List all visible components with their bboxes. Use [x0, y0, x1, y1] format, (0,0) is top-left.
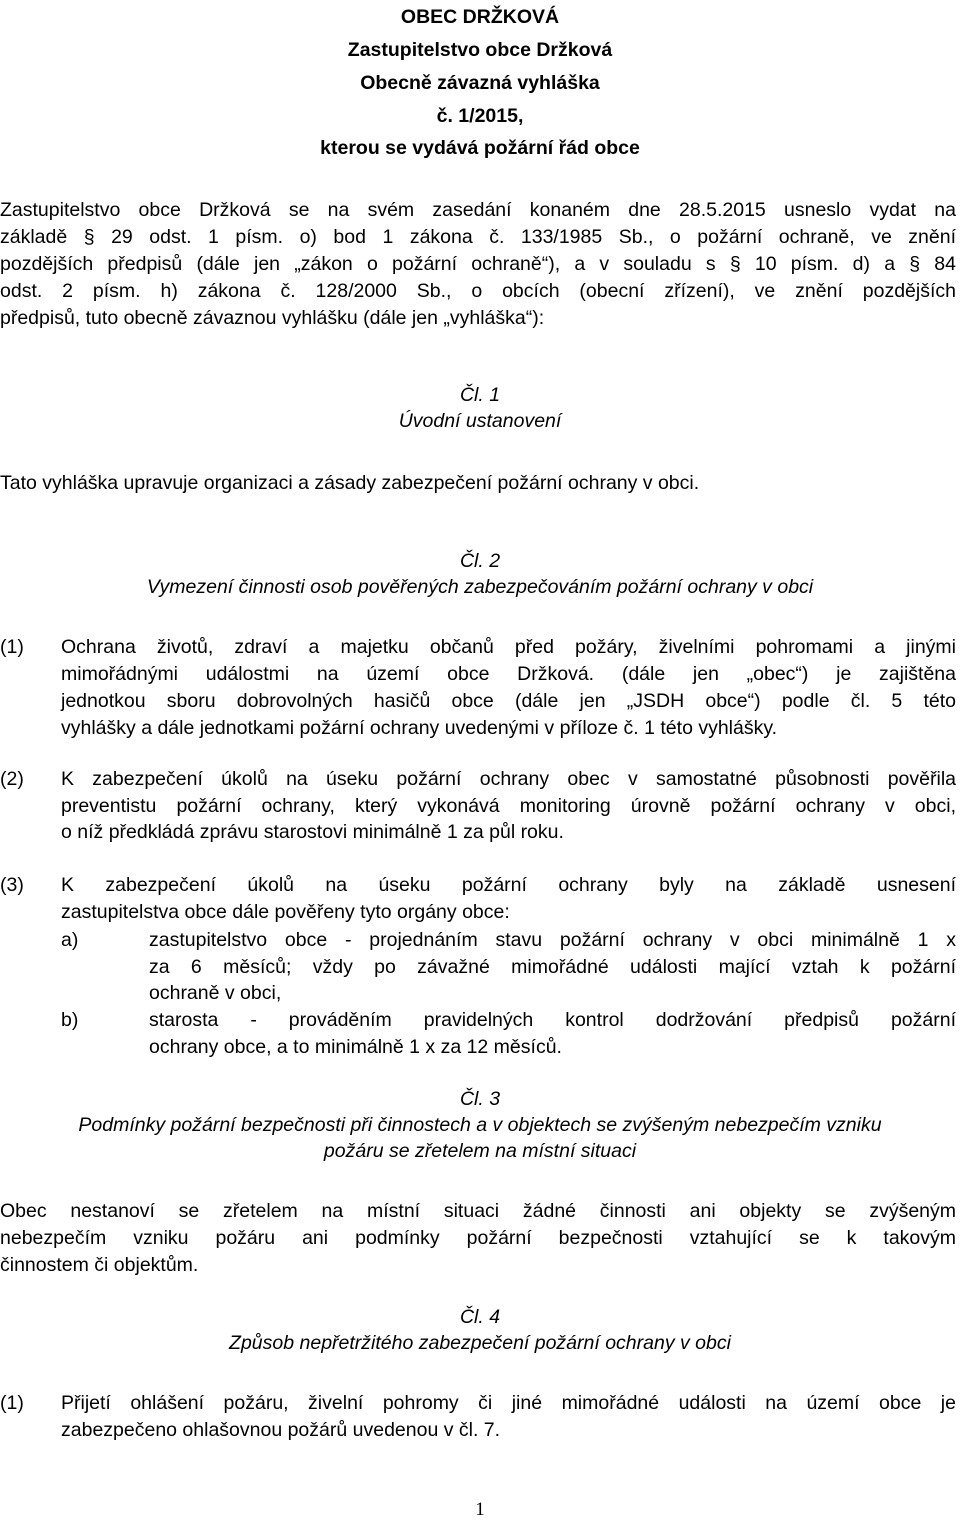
page-number: 1 [475, 1499, 485, 1520]
item-b-line: starosta - prováděním pravidelných kontrol dodržování předpisů požární [149, 1009, 956, 1031]
item-a-line: ochraně v obci, [149, 982, 282, 1004]
paragraph-label: (1) [0, 636, 24, 658]
article-3-number: Čl. 3 [459, 1088, 501, 1110]
article-1-text: Tato vyhláška upravuje organizaci a zásady zabezpečení požární ochrany v obci. [0, 472, 700, 494]
preamble-line: pozdějších předpisů (dále jen „zákon o požární ochraně“), a v souladu s § 10 písm. d) a § 84 [0, 253, 956, 275]
article-2-p2-line: o níž předkládá zprávu starostovi minimálně 1 za půl roku. [61, 821, 564, 843]
article-2-p1-line: jednotkou sboru dobrovolných hasičů obce (dále jen „JSDH obce“) podle čl. 5 této [61, 690, 956, 712]
preamble-line: předpisů, tuto obecně závaznou vyhlášku (dále jen „vyhláška“): [0, 307, 545, 329]
municipality-name: OBEC DRŽKOVÁ [400, 6, 560, 28]
preamble-line: odst. 2 písm. h) zákona č. 128/2000 Sb., o obcích (obecní zřízení), ve znění pozdějších [0, 280, 956, 302]
article-1-title: Úvodní ustanovení [398, 410, 562, 432]
article-3-line: činnostem či objektům. [0, 1254, 199, 1276]
article-2-p1-line: mimořádnými událostmi na území obce Držková. (dále jen „obec“) je zajištěna [61, 663, 956, 685]
paragraph-label: (3) [0, 874, 24, 896]
article-4-p1-line: Přijetí ohlášení požáru, živelní pohromy či jiné mimořádné události na území obce je [61, 1392, 956, 1414]
article-1-number: Čl. 1 [459, 384, 501, 406]
article-2-p1-line: Ochrana životů, zdraví a majetku občanů před požáry, živelními pohromami a jinými [61, 636, 956, 658]
article-2-p2-line: K zabezpečení úkolů na úseku požární ochrany obec v samostatné působnosti pověřila [61, 768, 956, 790]
document-subject: kterou se vydává požární řád obce [320, 137, 640, 159]
article-4-number: Čl. 4 [459, 1306, 501, 1328]
article-2-p1-line: vyhlášky a dále jednotkami požární ochrany uvedenými v příloze č. 1 této vyhlášky. [61, 717, 778, 739]
item-b-line: ochrany obce, a to minimálně 1 x za 12 měsíců. [149, 1036, 562, 1058]
document-type: Obecně závazná vyhláška [360, 72, 600, 94]
item-a-line: zastupitelstvo obce - projednáním stavu požární ochrany v obci minimálně 1 x [149, 929, 956, 951]
article-2-p2-line: preventistu požární ochrany, který vykonává monitoring úrovně požární ochrany v obci, [61, 795, 956, 817]
article-2-number: Čl. 2 [459, 550, 501, 572]
article-3-line: nebezpečím vzniku požáru ani podmínky požární bezpečnosti vztahující se k takovým [0, 1227, 956, 1249]
paragraph-label: (1) [0, 1392, 24, 1414]
council-name: Zastupitelstvo obce Držková [347, 39, 613, 61]
preamble-line: základě § 29 odst. 1 písm. o) bod 1 zákona č. 133/1985 Sb., o požární ochraně, ve znění [0, 226, 956, 248]
document-number: č. 1/2015, [436, 105, 524, 127]
article-2-title: Vymezení činnosti osob pověřených zabezpečováním požární ochrany v obci [146, 576, 814, 598]
article-4-title: Způsob nepřetržitého zabezpečení požární ochrany v obci [229, 1332, 731, 1354]
article-3-title-line: Podmínky požární bezpečnosti při činnostech a v objektech se zvýšeným nebezpečím vzniku [78, 1114, 882, 1136]
article-3-line: Obec nestanoví se zřetelem na místní situaci žádné činnosti ani objekty se zvýšeným [0, 1200, 956, 1222]
preamble-line: Zastupitelstvo obce Držková se na svém zasedání konaném dne 28.5.2015 usneslo vydat na [0, 199, 956, 221]
item-label: b) [61, 1009, 79, 1031]
article-3-title-line: požáru se zřetelem na místní situaci [323, 1140, 637, 1162]
paragraph-label: (2) [0, 768, 24, 790]
article-2-p3-line: zastupitelstva obce dále pověřeny tyto orgány obce: [61, 901, 510, 923]
item-a-line: za 6 měsíců; vždy po závažné mimořádné události mající vztah k požární [149, 956, 956, 978]
article-2-p3-line: K zabezpečení úkolů na úseku požární ochrany byly na základě usnesení [61, 874, 956, 896]
article-4-p1-line: zabezpečeno ohlašovnou požárů uvedenou v čl. 7. [61, 1419, 501, 1441]
item-label: a) [61, 929, 79, 951]
